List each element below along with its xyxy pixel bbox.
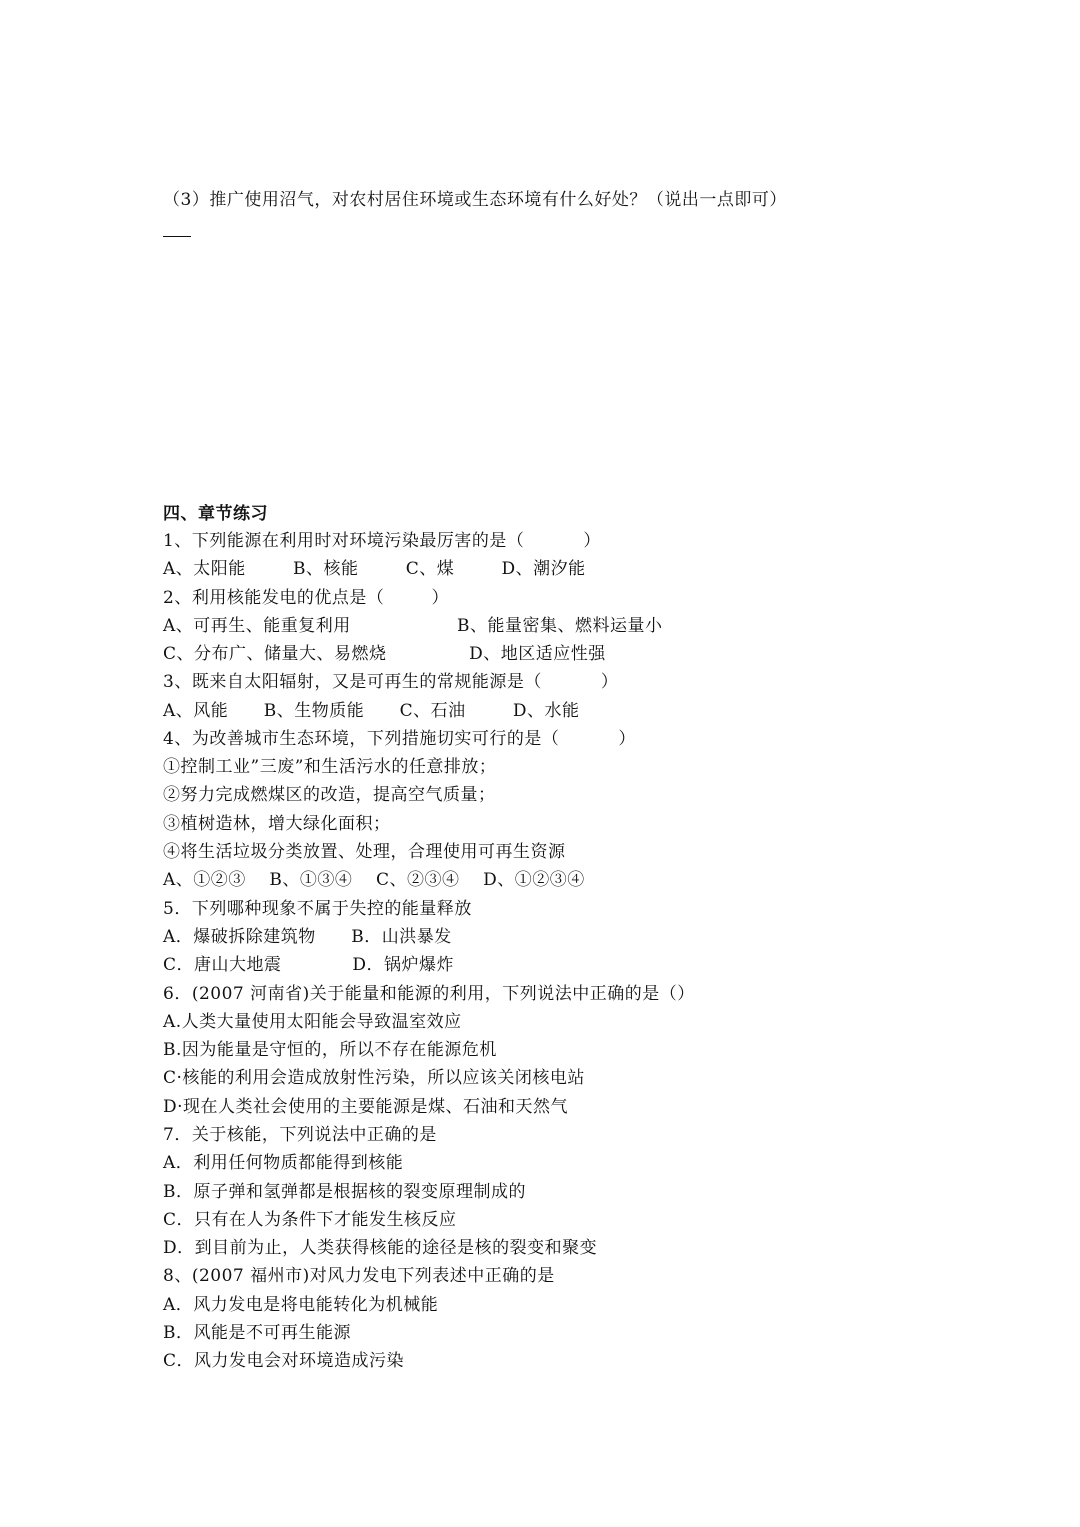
- q4-item-3: ③植树造林，增大绿化面积；: [163, 814, 391, 834]
- q2-options-cd: C、分布广、储量大、易燃烧 D、地区适应性强: [163, 644, 606, 664]
- q7-option-d: D．到目前为止，人类获得核能的途径是核的裂变和聚变: [163, 1238, 598, 1258]
- q8-option-b: B．风能是不可再生能源: [163, 1323, 351, 1343]
- q8-option-c: C．风力发电会对环境造成污染: [163, 1351, 405, 1371]
- q3-options: A、风能 B、生物质能 C、石油 D、水能: [163, 701, 580, 721]
- section-title: 四、章节练习: [163, 504, 268, 524]
- question-3-text: （3）推广使用沼气，对农村居住环境或生态环境有什么好处？（说出一点即可）: [163, 190, 787, 210]
- q4-item-4: ④将生活垃圾分类放置、处理，合理使用可再生资源: [163, 842, 566, 862]
- q5-options-ab: A．爆破拆除建筑物 B．山洪暴发: [163, 927, 452, 947]
- q2-stem: 2、利用核能发电的优点是（ ）: [163, 588, 450, 608]
- answer-blank-line: [163, 236, 191, 237]
- q7-option-c: C．只有在人为条件下才能发生核反应: [163, 1210, 457, 1230]
- q6-option-c: C·核能的利用会造成放射性污染，所以应该关闭核电站: [163, 1068, 585, 1088]
- q6-stem: 6．(2007 河南省)关于能量和能源的利用，下列说法中正确的是（）: [163, 984, 695, 1004]
- q6-option-b: B.因为能量是守恒的，所以不存在能源危机: [163, 1040, 497, 1060]
- q5-stem: 5．下列哪种现象不属于失控的能量释放: [163, 899, 472, 919]
- q6-option-d: D·现在人类社会使用的主要能源是煤、石油和天然气: [163, 1097, 569, 1117]
- q6-option-a: A.人类大量使用太阳能会导致温室效应: [163, 1012, 462, 1032]
- q7-option-a: A．利用任何物质都能得到核能: [163, 1153, 404, 1173]
- q1-options: A、太阳能 B、核能 C、煤 D、潮汐能: [163, 559, 586, 579]
- q4-item-2: ②努力完成燃煤区的改造，提高空气质量；: [163, 785, 496, 805]
- q4-options: A、①②③ B、①③④ C、②③④ D、①②③④: [163, 870, 585, 890]
- q4-item-1: ①控制工业”三废”和生活污水的任意排放；: [163, 757, 497, 777]
- q5-options-cd: C．唐山大地震 D．锅炉爆炸: [163, 955, 454, 975]
- q1-stem: 1、下列能源在利用时对环境污染最厉害的是（ ）: [163, 531, 601, 551]
- q7-option-b: B．原子弹和氢弹都是根据核的裂变原理制成的: [163, 1182, 526, 1202]
- q2-options-ab: A、可再生、能重复利用 B、能量密集、燃料运量小: [163, 616, 663, 636]
- q8-stem: 8、(2007 福州市)对风力发电下列表述中正确的是: [163, 1266, 555, 1286]
- q8-option-a: A．风力发电是将电能转化为机械能: [163, 1295, 439, 1315]
- q7-stem: 7．关于核能，下列说法中正确的是: [163, 1125, 437, 1145]
- q3-stem: 3、既来自太阳辐射，又是可再生的常规能源是（ ）: [163, 672, 619, 692]
- q4-stem: 4、为改善城市生态环境，下列措施切实可行的是（ ）: [163, 729, 636, 749]
